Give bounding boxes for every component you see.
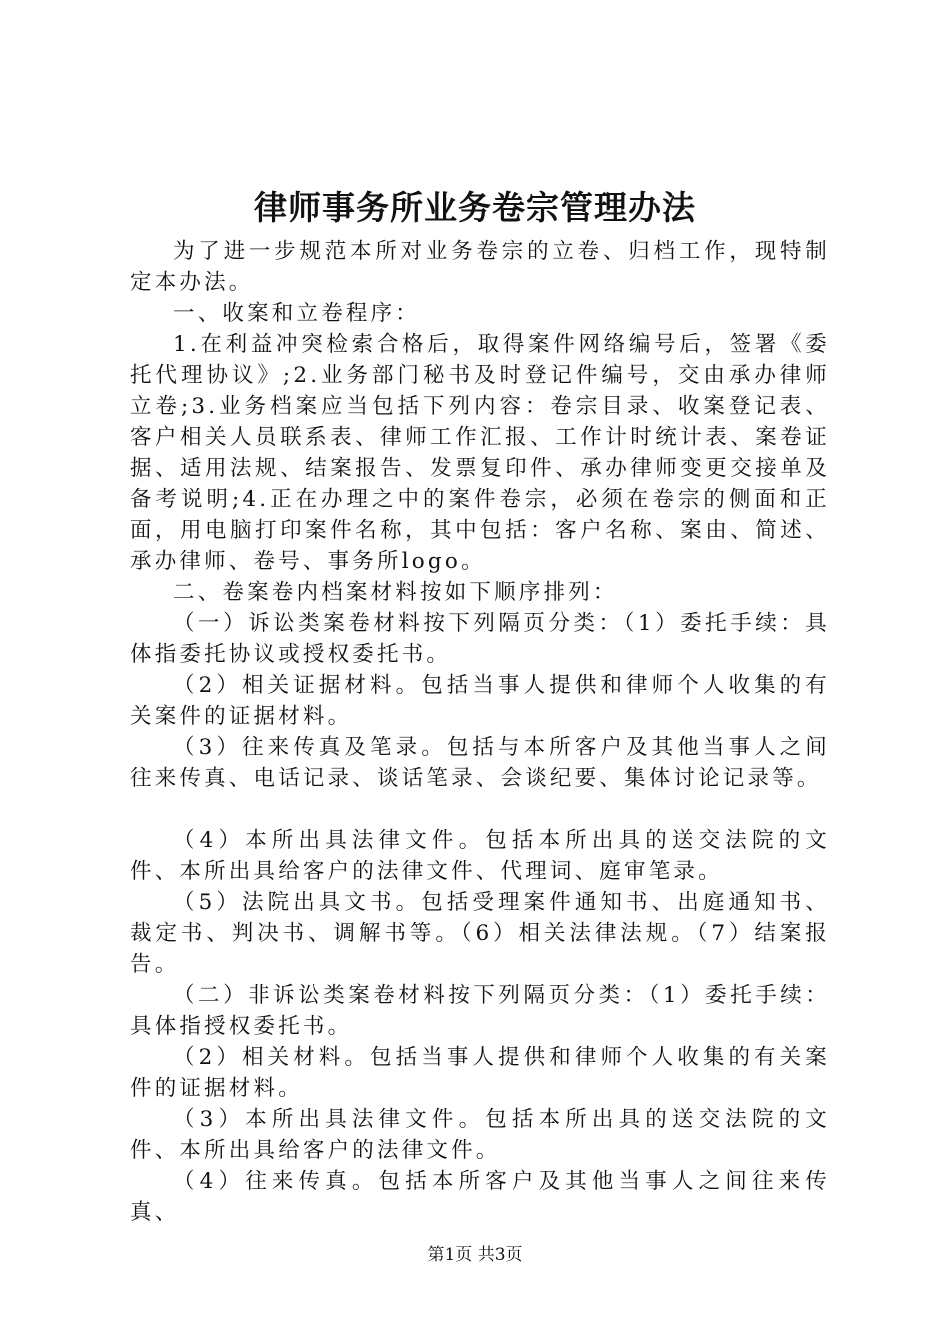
section-heading-2: 二、卷案卷内档案材料按如下顺序排列： — [173, 580, 618, 605]
paragraph-litigation-4: （4）本所出具法律文件。包括本所出具的送交法院的文件、本所出具给客户的法律文件、代理词、庭审笔录。 — [130, 828, 830, 884]
paragraph-litigation-2: （2）相关证据材料。包括当事人提供和律师个人收集的有关案件的证据材料。 — [130, 673, 830, 729]
page-footer: 第1页 共3页 — [427, 1245, 523, 1265]
paragraph-litigation-1: （一）诉讼类案卷材料按下列隔页分类：（1）委托手续：具体指委托协议或授权委托书。 — [130, 611, 830, 667]
document-body — [130, 236, 830, 1228]
paragraph-nonlitigation-1: （二）非诉讼类案卷材料按下列隔页分类：（1）委托手续：具体指授权委托书。 — [130, 983, 830, 1039]
paragraph-nonlitigation-3: （3）本所出具法律文件。包括本所出具的送交法院的文件、本所出具给客户的法律文件。 — [130, 1107, 830, 1163]
paragraph-nonlitigation-4: （4）往来传真。包括本所客户及其他当事人之间往来传真、 — [130, 1169, 830, 1225]
paragraph-nonlitigation-2: （2）相关材料。包括当事人提供和律师个人收集的有关案件的证据材料。 — [130, 1045, 830, 1101]
paragraph-litigation-3: （3）往来传真及笔录。包括与本所客户及其他当事人之间往来传真、电话记录、谈话笔录、会谈纪要、集体讨论记录等。 — [130, 735, 830, 791]
intro-paragraph: 为了进一步规范本所对业务卷宗的立卷、归档工作，现特制定本办法。 — [130, 239, 830, 295]
paragraph-litigation-5: （5）法院出具文书。包括受理案件通知书、出庭通知书、裁定书、判决书、调解书等。（6）相关法律法规。（7）结案报告。 — [130, 890, 830, 977]
document-title: 律师事务所业务卷宗管理办法 — [254, 188, 696, 227]
paragraph-procedure: 1.在利益冲突检索合格后，取得案件网络编号后，签署《委托代理协议》;2.业务部门秘书及时登记件编号，交由承办律师立卷;3.业务档案应当包括下列内容：卷宗目录、收案登记表、客户相关人员联系表、律师工作汇报、工作计时统计表、案卷证据、适用法规、结案报告、发票复印件、承办律师变更交接单及备考说明;4.正在办理之中的案件卷宗，必须在卷宗的侧面和正面，用电脑打印案件名称，其中包括：客户名称、案由、简述、承办律师、卷号、事务所logo。 — [130, 332, 830, 574]
section-heading-1: 一、收案和立卷程序： — [173, 301, 421, 326]
